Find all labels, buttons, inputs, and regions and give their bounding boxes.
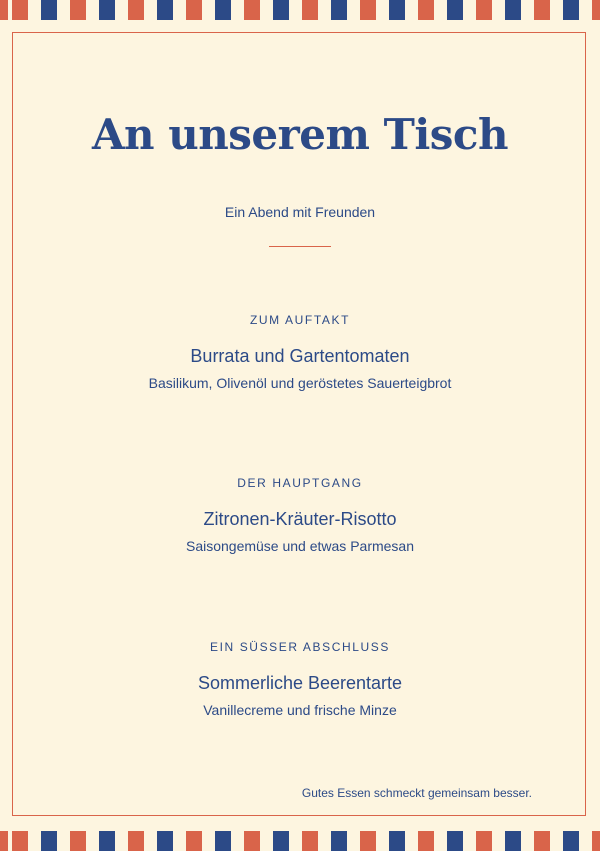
dish-name: Burrata und Gartentomaten [190,346,410,366]
dish-name: Zitronen-Kräuter-Risotto [203,509,397,529]
page-title: An unserem Tisch [91,110,509,159]
bottom-airmail-border [0,831,600,851]
subtitle: Ein Abend mit Freunden [224,204,376,220]
course-dessert [0,640,600,718]
course-main [0,476,600,554]
course-label: ZUM AUFTAKT [249,313,351,327]
course-label: DER HAUPTGANG [237,476,363,490]
course-starter [0,313,600,391]
dish-name: Sommerliche Beerentarte [197,673,403,693]
footer-note: Gutes Essen schmeckt gemeinsam besser. [301,786,532,800]
dish-description: Saisongemüse und etwas Parmesan [185,538,415,554]
dish-description: Basilikum, Olivenöl und geröstetes Sauerteigbrot [148,375,452,391]
top-airmail-border [0,0,600,20]
course-label: EIN SÜSSER ABSCHLUSS [209,640,391,654]
divider [269,246,331,247]
dish-description: Vanillecreme und frische Minze [203,702,397,718]
